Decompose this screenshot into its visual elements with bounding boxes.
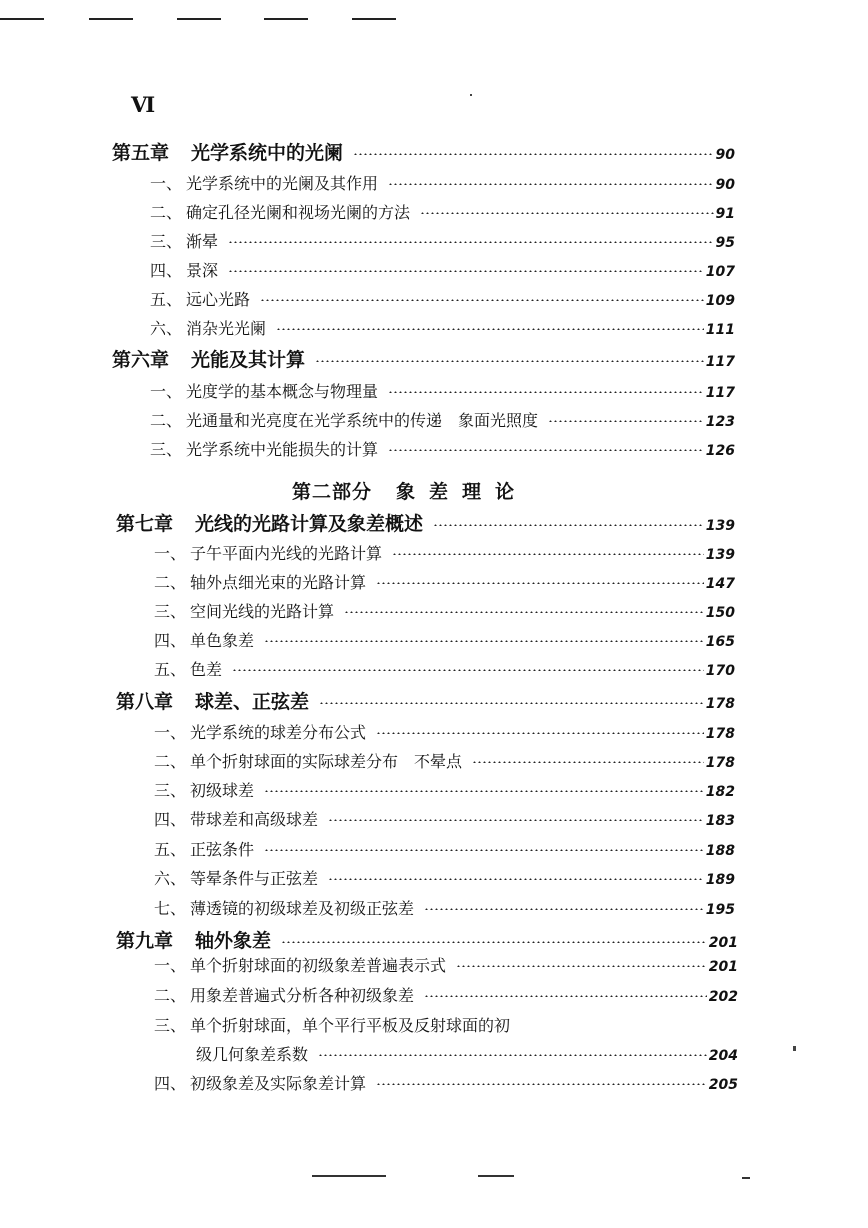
dot-leader (281, 941, 707, 943)
toc-entry-number: 二、 (154, 573, 187, 592)
part-label: 第二部分 (292, 481, 373, 503)
toc-entry-title: 薄透镜的初级球差及初级正弦差 (190, 899, 415, 918)
toc-section-row[interactable] (154, 866, 735, 889)
toc-entry-title: 确定孔径光阑和视场光阑的方法 (186, 203, 411, 222)
toc-page-number: 90 (715, 177, 735, 193)
dot-leader (232, 669, 704, 671)
dot-leader (376, 1083, 707, 1085)
toc-entry-title: 单个折射球面的初级象差普遍表示式 (190, 956, 447, 975)
toc-section-row[interactable] (150, 408, 735, 431)
dot-leader (376, 582, 704, 584)
toc-section-row[interactable] (154, 628, 735, 651)
toc-section-row[interactable] (154, 599, 735, 622)
toc-chapter-row[interactable] (112, 138, 735, 165)
toc-entry-number: 第五章 (112, 142, 170, 164)
dot-leader (264, 849, 704, 851)
toc-entry-title: 光学系统中的光阑 (191, 142, 344, 164)
dot-leader (228, 270, 704, 272)
toc-section-row[interactable] (154, 807, 735, 830)
dot-leader (318, 1054, 707, 1056)
toc-entry-number: 三、 (150, 440, 183, 459)
dot-leader (433, 524, 704, 526)
toc-entry-number: 六、 (154, 869, 187, 888)
bottom-mark (478, 1175, 514, 1177)
toc-page-number: 204 (708, 1048, 738, 1064)
toc-section-row[interactable] (154, 778, 735, 801)
toc-entry-title: 光能及其计算 (191, 349, 306, 371)
toc-page-number: 91 (715, 206, 735, 222)
toc-page-number: 182 (705, 784, 735, 800)
toc-entry-title: 渐晕 (186, 232, 219, 251)
toc-entry-title: 球差、正弦差 (195, 691, 310, 713)
dot-leader (328, 878, 704, 880)
toc-entry-title: 轴外点细光束的光路计算 (190, 573, 367, 592)
toc-entry-title: 光通量和光亮度在光学系统中的传递 象面光照度 (186, 411, 539, 430)
bottom-mark (312, 1175, 386, 1177)
toc-entry-number: 五、 (150, 290, 183, 309)
toc-entry-number: 第九章 (116, 930, 174, 952)
toc-entry-title: 远心光路 (186, 290, 251, 309)
dot-leader (420, 212, 713, 214)
toc-section-row[interactable] (154, 1071, 738, 1094)
toc-page-number: 202 (708, 989, 738, 1005)
toc-page-number: 117 (705, 385, 735, 401)
dot-leader (344, 611, 704, 613)
dot-leader (424, 995, 707, 997)
toc-entry-number: 四、 (150, 261, 183, 280)
toc-entry-title: 光学系统的球差分布公式 (190, 723, 367, 742)
toc-entry-number: 四、 (154, 810, 187, 829)
toc-page-number: 201 (708, 935, 738, 951)
toc-section-row[interactable] (150, 171, 735, 194)
toc-entry-title: 等晕条件与正弦差 (190, 869, 319, 888)
toc-section-row[interactable] (154, 541, 735, 564)
toc-section-row[interactable] (150, 229, 735, 252)
toc-entry-number: 二、 (154, 986, 187, 1005)
toc-entry-title: 子午平面内光线的光路计算 (190, 544, 383, 563)
dot-leader (264, 640, 704, 642)
toc-section-row[interactable] (196, 1042, 738, 1065)
toc-section-row[interactable] (150, 379, 735, 402)
dot-leader (260, 299, 704, 301)
dot-leader (264, 790, 704, 792)
toc-entry-number: 一、 (150, 382, 183, 401)
toc-page-number: 205 (708, 1077, 738, 1093)
toc-entry-title: 正弦条件 (190, 840, 255, 859)
toc-chapter-row[interactable] (112, 345, 735, 372)
toc-section-row[interactable] (154, 1013, 600, 1036)
toc-entry-title: 消杂光光阑 (186, 319, 267, 338)
toc-entry-title: 单个折射球面，单个平行平板及反射球面的初 (190, 1016, 511, 1035)
toc-entry-number: 五、 (154, 840, 187, 859)
dot-leader (315, 360, 704, 362)
toc-entry-title: 单个折射球面的实际球差分布 不晕点 (190, 752, 463, 771)
dot-leader (388, 391, 704, 393)
toc-entry-number: 四、 (154, 1074, 187, 1093)
toc-entry-number: 三、 (154, 602, 187, 621)
toc-section-row[interactable] (154, 953, 738, 976)
toc-page-number: 183 (705, 813, 735, 829)
toc-entry-number: 六、 (150, 319, 183, 338)
toc-page-number: 107 (705, 264, 735, 280)
toc-page-number: 178 (705, 696, 735, 712)
toc-entry-title: 光度学的基本概念与物理量 (186, 382, 379, 401)
toc-page-number: 109 (705, 293, 735, 309)
toc-section-row[interactable] (154, 983, 738, 1006)
toc-entry-number: 三、 (154, 1016, 187, 1035)
toc-entry-number: 七、 (154, 899, 187, 918)
toc-page-number: 201 (708, 959, 738, 975)
toc-page-number: 178 (705, 726, 735, 742)
dot-leader (276, 328, 704, 330)
dot-leader (456, 965, 707, 967)
toc-section-row[interactable] (150, 437, 735, 460)
toc-chapter-row[interactable] (116, 926, 738, 953)
toc-entry-number: 第六章 (112, 349, 170, 371)
toc-entry-title: 用象差普遍式分析各种初级象差 (190, 986, 415, 1005)
toc-page-number: 178 (705, 755, 735, 771)
toc-entry-title: 带球差和高级球差 (190, 810, 319, 829)
toc-entry-number: 四、 (154, 631, 187, 650)
toc-entry-number: 五、 (154, 660, 187, 679)
toc-section-row[interactable] (150, 200, 735, 223)
toc-chapter-row[interactable] (116, 687, 735, 714)
toc-section-row[interactable] (154, 657, 735, 680)
toc-section-row[interactable] (154, 720, 735, 743)
dot-leader (228, 241, 713, 243)
toc-entry-number: 一、 (154, 544, 187, 563)
toc-page-number: 123 (705, 414, 735, 430)
toc-entry-number: 一、 (154, 723, 187, 742)
dot-leader (376, 732, 704, 734)
toc-entry-number: 一、 (150, 174, 183, 193)
toc-entry-number: 二、 (150, 203, 183, 222)
toc-entry-title: 色差 (190, 660, 223, 679)
page-number: Ⅵ (131, 92, 154, 117)
toc-page-number: 139 (705, 547, 735, 563)
toc-entry-title: 轴外象差 (195, 930, 272, 952)
toc-entry-number: 一、 (154, 956, 187, 975)
toc-entry-title: 初级象差及实际象差计算 (190, 1074, 367, 1093)
toc-page-number: 189 (705, 872, 735, 888)
toc-entry-title: 光学系统中的光阑及其作用 (186, 174, 379, 193)
dot-leader (319, 702, 704, 704)
dot-leader (548, 420, 704, 422)
toc-section-row[interactable] (150, 258, 735, 281)
toc-page-number: 111 (705, 322, 735, 338)
toc-entry-title: 光学系统中光能损失的计算 (186, 440, 379, 459)
toc-entry-title: 级几何象差系数 (196, 1045, 309, 1064)
toc-entry-title: 空间光线的光路计算 (190, 602, 335, 621)
toc-page-number: 170 (705, 663, 735, 679)
toc-page-number: 117 (705, 354, 735, 370)
dot-leader (353, 153, 713, 155)
toc-page-number: 188 (705, 843, 735, 859)
toc-entry-number: 二、 (150, 411, 183, 430)
part-title: 象差理论 (396, 481, 529, 503)
toc-page-number: 150 (705, 605, 735, 621)
toc-page-number: 139 (705, 518, 735, 534)
dot-leader (472, 761, 704, 763)
toc-entry-number: 二、 (154, 752, 187, 771)
toc-page-number: 195 (705, 902, 735, 918)
toc-section-row[interactable] (154, 570, 735, 593)
toc-section-row[interactable] (154, 837, 735, 860)
toc-entry-number: 三、 (154, 781, 187, 800)
toc-page-number: 90 (715, 147, 735, 163)
dot-leader (388, 183, 713, 185)
bottom-mark (742, 1177, 750, 1179)
toc-section-row[interactable] (154, 749, 735, 772)
toc-page-number: 147 (705, 576, 735, 592)
toc-page-number: 126 (705, 443, 735, 459)
toc-entry-number: 第八章 (116, 691, 174, 713)
toc-entry-title: 景深 (186, 261, 219, 280)
toc-page-number: 95 (715, 235, 735, 251)
toc-entry-number: 第七章 (116, 513, 174, 535)
dot-leader (392, 553, 704, 555)
dot-leader (388, 449, 704, 451)
toc-section-row[interactable] (154, 896, 735, 919)
toc-section-row[interactable] (150, 316, 735, 339)
dot-leader (424, 908, 704, 910)
toc-entry-title: 初级球差 (190, 781, 255, 800)
toc-page-number: 165 (705, 634, 735, 650)
toc-entry-title: 单色象差 (190, 631, 255, 650)
dot-leader (328, 819, 704, 821)
toc-entry-title: 光线的光路计算及象差概述 (195, 513, 424, 535)
toc-entry-number: 三、 (150, 232, 183, 251)
toc-chapter-row[interactable] (116, 509, 735, 536)
toc-section-row[interactable] (150, 287, 735, 310)
